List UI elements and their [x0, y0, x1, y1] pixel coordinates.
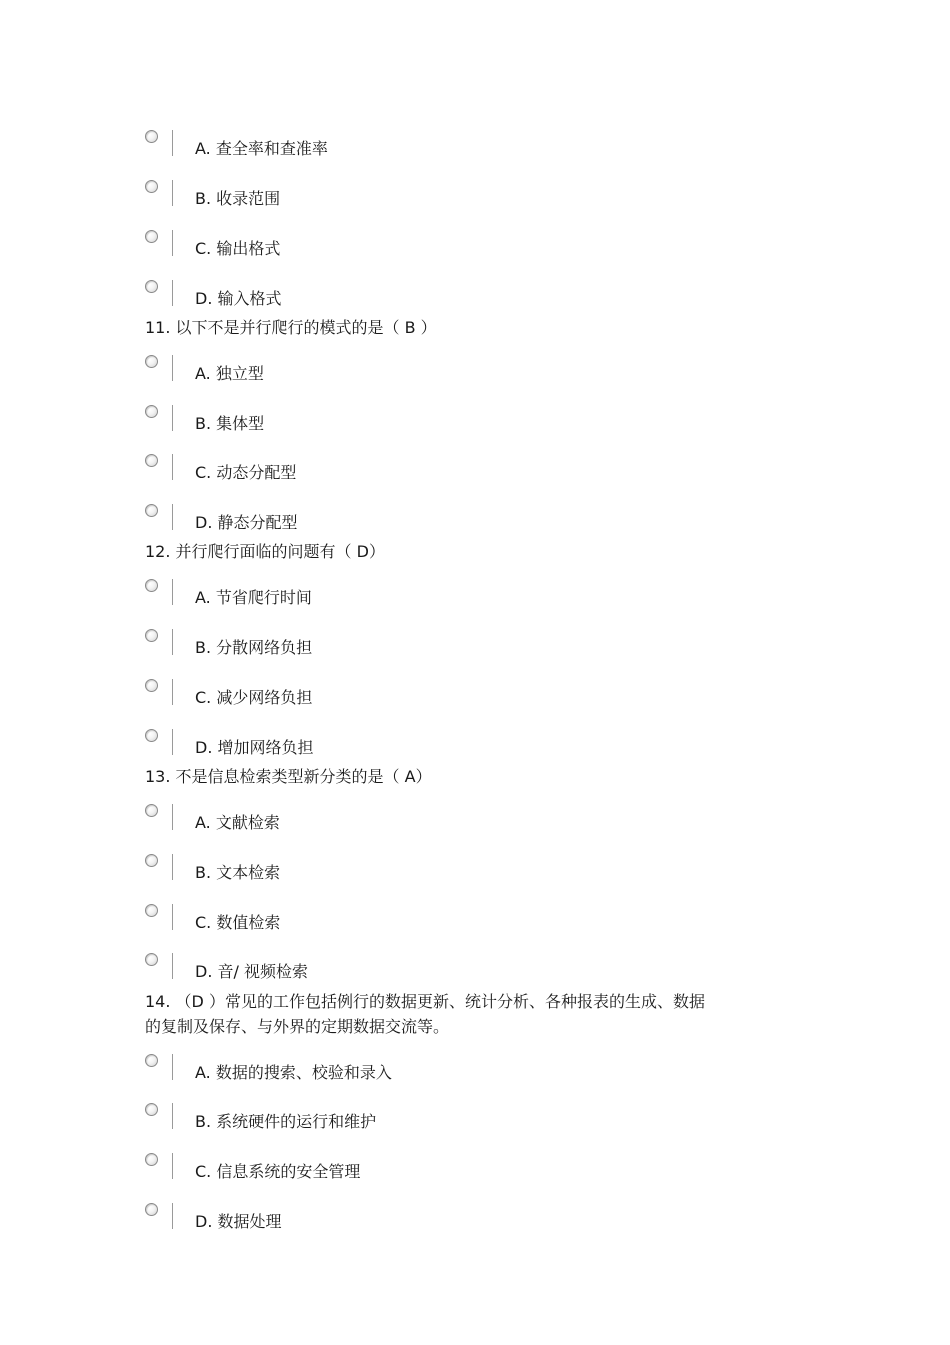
radio-button[interactable]	[145, 953, 158, 966]
option-row[interactable]	[0, 1054, 950, 1094]
separator	[172, 1203, 173, 1229]
option-row[interactable]	[0, 405, 950, 445]
separator	[172, 504, 173, 530]
option-label: C. 减少网络负担	[195, 688, 313, 707]
option-label: D. 数据处理	[195, 1212, 282, 1231]
option-label: B. 文本检索	[195, 863, 281, 882]
separator	[172, 1054, 173, 1080]
option-row[interactable]	[0, 953, 950, 993]
radio-button[interactable]	[145, 629, 158, 642]
question-text: 13. 不是信息检索类型新分类的是（ A）	[145, 767, 432, 786]
option-row[interactable]	[0, 355, 950, 395]
radio-button[interactable]	[145, 854, 158, 867]
separator	[172, 953, 173, 979]
radio-button[interactable]	[145, 454, 158, 467]
option-row[interactable]	[0, 1153, 950, 1193]
option-label: A. 节省爬行时间	[195, 588, 312, 607]
option-label: B. 收录范围	[195, 189, 281, 208]
radio-button[interactable]	[145, 1103, 158, 1116]
radio-button[interactable]	[145, 804, 158, 817]
question-text-continued: 的复制及保存、与外界的定期数据交流等。	[145, 1017, 450, 1036]
separator	[172, 280, 173, 306]
option-label: C. 动态分配型	[195, 463, 297, 482]
question-text: 11. 以下不是并行爬行的模式的是（ B ）	[145, 318, 437, 337]
separator	[172, 230, 173, 256]
option-row[interactable]	[0, 180, 950, 220]
option-row[interactable]	[0, 130, 950, 170]
option-label: D. 静态分配型	[195, 513, 298, 532]
option-row[interactable]	[0, 804, 950, 844]
separator	[172, 804, 173, 830]
radio-button[interactable]	[145, 180, 158, 193]
radio-button[interactable]	[145, 130, 158, 143]
separator	[172, 1153, 173, 1179]
option-row[interactable]	[0, 854, 950, 894]
separator	[172, 729, 173, 755]
option-row[interactable]	[0, 579, 950, 619]
option-label: B. 系统硬件的运行和维护	[195, 1112, 377, 1131]
separator	[172, 130, 173, 156]
separator	[172, 679, 173, 705]
separator	[172, 1103, 173, 1129]
radio-button[interactable]	[145, 280, 158, 293]
option-row[interactable]	[0, 679, 950, 719]
radio-button[interactable]	[145, 504, 158, 517]
radio-button[interactable]	[145, 355, 158, 368]
option-label: C. 输出格式	[195, 239, 281, 258]
radio-button[interactable]	[145, 1203, 158, 1216]
separator	[172, 579, 173, 605]
option-label: A. 文献检索	[195, 813, 280, 832]
option-label: D. 增加网络负担	[195, 738, 314, 757]
option-label: D. 音/ 视频检索	[195, 962, 308, 981]
radio-button[interactable]	[145, 230, 158, 243]
radio-button[interactable]	[145, 904, 158, 917]
option-row[interactable]	[0, 230, 950, 270]
option-row[interactable]	[0, 729, 950, 769]
option-row[interactable]	[0, 1103, 950, 1143]
option-label: A. 数据的搜索、校验和录入	[195, 1063, 392, 1082]
separator	[172, 454, 173, 480]
option-label: A. 独立型	[195, 364, 264, 383]
separator	[172, 180, 173, 206]
radio-button[interactable]	[145, 405, 158, 418]
radio-button[interactable]	[145, 1153, 158, 1166]
option-label: B. 分散网络负担	[195, 638, 313, 657]
option-row[interactable]	[0, 904, 950, 944]
option-row[interactable]	[0, 454, 950, 494]
option-label: C. 数值检索	[195, 913, 281, 932]
option-row[interactable]	[0, 280, 950, 320]
option-label: A. 查全率和查准率	[195, 139, 328, 158]
question-text: 12. 并行爬行面临的问题有（ D）	[145, 542, 385, 561]
radio-button[interactable]	[145, 1054, 158, 1067]
option-label: B. 集体型	[195, 414, 265, 433]
option-row[interactable]	[0, 629, 950, 669]
option-row[interactable]	[0, 504, 950, 544]
separator	[172, 904, 173, 930]
separator	[172, 405, 173, 431]
question-text: 14. （D ）常见的工作包括例行的数据更新、统计分析、各种报表的生成、数据	[145, 992, 705, 1011]
radio-button[interactable]	[145, 579, 158, 592]
option-row[interactable]	[0, 1203, 950, 1243]
separator	[172, 629, 173, 655]
separator	[172, 854, 173, 880]
option-label: D. 输入格式	[195, 289, 282, 308]
radio-button[interactable]	[145, 729, 158, 742]
radio-button[interactable]	[145, 679, 158, 692]
option-label: C. 信息系统的安全管理	[195, 1162, 361, 1181]
separator	[172, 355, 173, 381]
